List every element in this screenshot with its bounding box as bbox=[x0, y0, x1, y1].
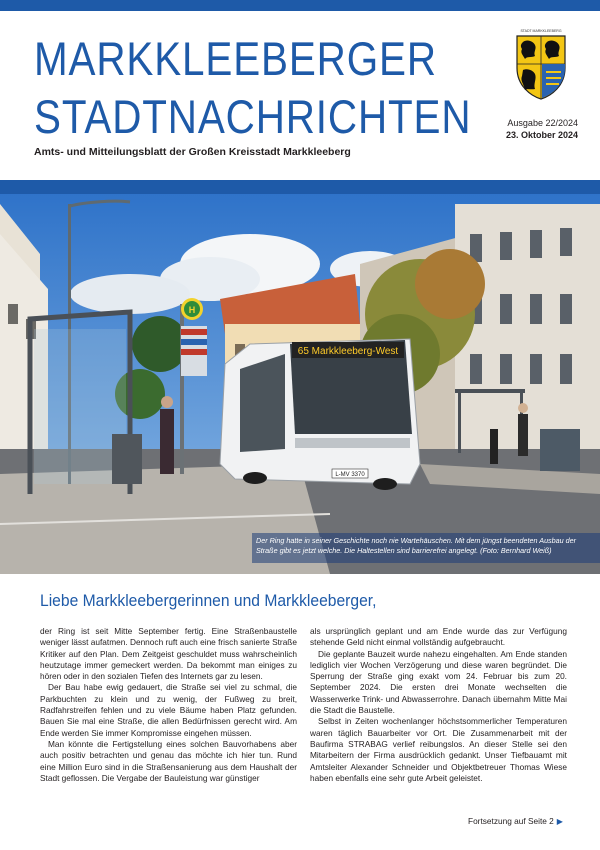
issue-date: 23. Oktober 2024 bbox=[505, 130, 578, 140]
article-paragraph: Man könnte die Fertigstellung eines solchen Bauvorhabens aber auch positiv betrachten und genau das möchte ich hier tun. Rund eine Million Euro sind in die Straßensanierung aus dem Haushalt der Stadt geflossen. Die Vergabe der Bauleistung war günstiger bbox=[40, 738, 297, 783]
continue-link[interactable] bbox=[468, 816, 563, 826]
crest-label: STADT MARKKLEEBERG bbox=[520, 29, 562, 33]
cover-photo bbox=[0, 194, 600, 574]
svg-text:H: H bbox=[188, 305, 196, 315]
article-paragraph: Der Bau habe ewig gedauert, die Straße sei viel zu schmal, die Parkbuchten zu klein und zu wenig, der Fußweg zu breit, Radfahrstreifen fehlen und zu viele Bäume haben Platz gefunden. Bauen Sie mal eine Straße, die allen Bedürfnissen gerecht wird. Am Ende werden Sie immer Kompromisse eingehen müssen. bbox=[40, 682, 297, 738]
masthead-subtitle: Amts- und Mitteilungsblatt der Großen Kreisstadt Markkleeberg bbox=[34, 146, 351, 158]
article-paragraph: als ursprünglich geplant und am Ende wurde das zur Verfügung stehende Geld nicht einmal vollständig aufgebraucht. bbox=[310, 626, 567, 648]
photo-caption: Der Ring hatte in seiner Geschichte noch nie Wartehäuschen. Mit dem jüngst beendeten Ausbau der Straße gibt es jetzt welche. Die Haltestellen sind barrierefrei angelegt. (Foto: Bernhard Weiß) bbox=[256, 536, 577, 555]
article-paragraph: Die geplante Bauzeit wurde nahezu eingehalten. Am Ende standen lediglich vier Wochen Verzögerung und diese waren begründet. Die Sperrung der Straße ging exakt vom 24. Februar bis zum 20. September 2024. Die ersten drei Monate wechselten die Wasserwerke Trink- und Abwasserrohre. Danach übernahm Mitte Mai die Stadt die Baustelle. bbox=[310, 648, 567, 716]
issue-number: Ausgabe 22/2024 bbox=[507, 118, 578, 128]
article-paragraph: der Ring ist seit Mitte September fertig. Eine Straßenbaustelle weniger lässt aufatmen. Dennoch ruft auch eine frisch sanierte Straße Kritiker auf den Plan. Dem Zeitgeist geschuldet muss wahrscheinlich heutzutage immer gemeckert werden. Da bekommt man einiges zu hören oder in den sozialen Tiefen des Internets gar zu lesen. bbox=[40, 626, 297, 682]
bus-destination-sign: 65 Markkleeberg-West bbox=[297, 346, 399, 357]
bus-license-plate: L-MV 3370 bbox=[335, 472, 365, 478]
mid-color-bar bbox=[0, 180, 600, 194]
article-paragraph: Selbst in Zeiten wochenlanger höchstsommerlicher Temperaturen waren täglich Bauarbeiter vor Ort. Die Zusammenarbeit mit der Baufirma STRABAG verlief reibungslos. An dieser Stelle sei den Mitarbeitern der Firma ausdrücklich gedankt. Unser Tiefbauamt mit Amtsleiter Alexander Schneider und Objektbetreuer Thomas Wiese haben ebenfalls eine sehr gute Arbeit geleistet. bbox=[310, 716, 567, 783]
article-column-right bbox=[310, 626, 567, 784]
top-color-bar bbox=[0, 0, 600, 11]
masthead-title-line-1: MARKKLEEBERGER bbox=[34, 32, 437, 85]
continue-label: Fortsetzung auf Seite 2 bbox=[468, 816, 554, 826]
masthead-title-line-2: STADTNACHRICHTEN bbox=[34, 90, 472, 143]
triangle-right-icon: ▶ bbox=[556, 817, 563, 826]
article-headline: Liebe Markkleebergerinnen und Markkleeberger, bbox=[40, 591, 377, 610]
coat-of-arms-icon bbox=[515, 34, 567, 100]
article-column-left bbox=[40, 626, 297, 784]
